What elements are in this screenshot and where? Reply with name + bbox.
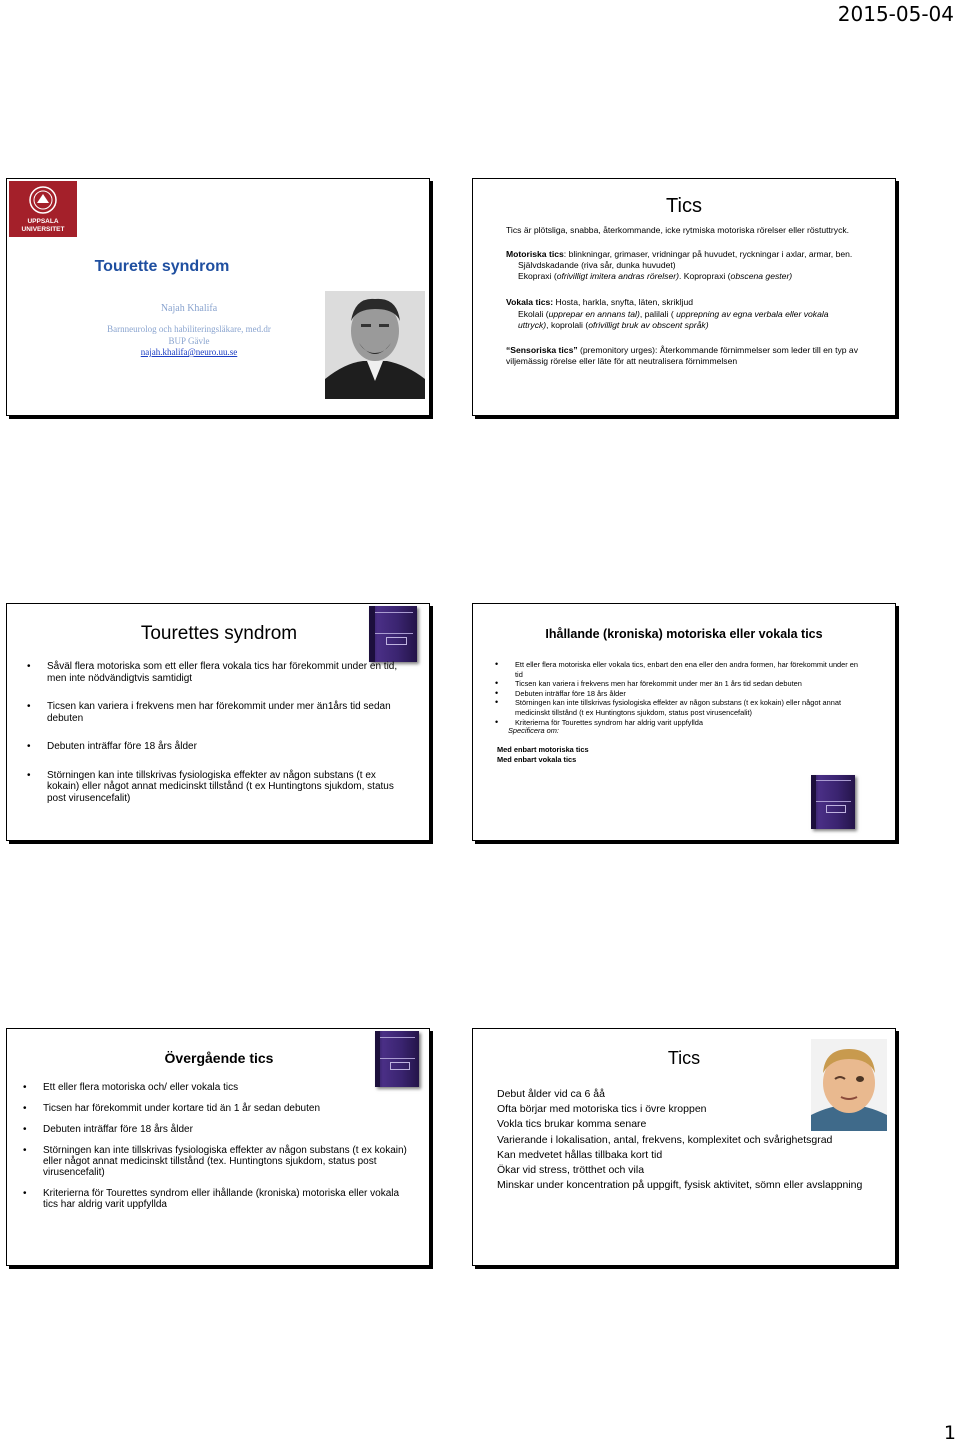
author-email-link[interactable]: najah.khalifa@neuro.uu.se xyxy=(140,347,238,357)
dsm5-book-image xyxy=(375,1031,419,1087)
author-org: BUP Gävle xyxy=(168,336,210,346)
slide-title-chronic: Ihållande (kroniska) motoriska eller vokala tics xyxy=(545,627,823,641)
slide-title xyxy=(6,178,430,416)
dsm5-book-image xyxy=(811,775,855,829)
ekolali-e: , koprolali ( xyxy=(546,320,589,330)
specifier-motor: Med enbart motoriska tics xyxy=(497,745,589,754)
chronic-item: • Störningen kan inte tillskrivas fysiologiska effekter av någon substans (t ex kokain) eller något annat medicinskt tillstånd (t ex Huntingtons sjukdom, status post virusencefalit) xyxy=(495,698,865,717)
self-harm-line: Självdskadande (riva sår, dunka huvudet) xyxy=(518,260,676,270)
title-slide-heading: Tourette syndrom xyxy=(94,258,230,275)
transient-item: • Störningen kan inte tillskrivas fysiologiska effekter av någon substans (t ex kokain) eller något annat medicinskt tillstånd (tex. Huntingtons sjukdom, status post virusencefalit) xyxy=(23,1145,413,1178)
tics-fact: Debut ålder vid ca 6 åå xyxy=(497,1088,605,1100)
ekolali-line xyxy=(518,309,858,331)
criteria-item: • Störningen kan inte tillskrivas fysiologiska effekter av någon substans (t ex kokain) eller något annat medicinskt tillstånd (t ex Huntingtons sjukdom, status post virusencefalit) xyxy=(27,770,407,805)
tics-fact: Vokla tics brukar komma senare xyxy=(497,1118,647,1131)
author-role: Barnneurolog och habiliteringsläkare, med.dr xyxy=(107,324,271,334)
transient-item: • Ett eller flera motoriska och/ eller vokala tics xyxy=(23,1082,413,1093)
ekolali-b: upprepar en annans tal) xyxy=(548,309,640,319)
ekolali-d: upprepning av egna verbala eller vokala uttryck) xyxy=(518,309,829,330)
ekopraxi-a: Ekopraxi ( xyxy=(518,271,557,281)
handout-date: 2015-05-04 xyxy=(837,2,954,26)
motor-tics-line xyxy=(506,249,852,259)
criteria-item: • Ticsen kan variera i frekvens men har förekommit under mer än1års tid sedan debuten xyxy=(27,701,407,724)
vocal-tics-line xyxy=(506,297,693,307)
sensory-tics-text: (premonitory urges): Återkommande förnimmelser som leder till en typ av viljemässig rörelse eller läte för att neutralisera förnimmelsen xyxy=(506,345,859,366)
chronic-item: • Ticsen kan variera i frekvens men har förekommit under mer än 1 års tid sedan debuten xyxy=(495,679,865,689)
tics-intro: Tics är plötsliga, snabba, återkommande, icke rytmiska motoriska rörelser eller röstuttryck. xyxy=(506,225,850,235)
portrait-photo xyxy=(325,291,425,399)
transient-item: • Kriterierna för Tourettes syndrom eller ihållande (kroniska) motoriska eller vokala tics har aldrig varit uppfyllda xyxy=(23,1188,413,1210)
transient-item: • Ticsen har förekommit under kortare tid än 1 år sedan debuten xyxy=(23,1103,413,1114)
chronic-item: • Ett eller flera motoriska eller vokala tics, enbart den ena eller den andra formen, har förekommit under en tid xyxy=(495,660,865,679)
vocal-tics-text: Hosta, harkla, snyfta, läten, skrikljud xyxy=(553,297,694,307)
transient-criteria-list xyxy=(23,1082,413,1210)
specify-label: Specificera om: xyxy=(508,726,559,735)
ekolali-c: , palilali ( xyxy=(639,309,677,319)
criteria-item: • Debuten inträffar före 18 års ålder xyxy=(27,741,407,753)
university-logo xyxy=(9,181,77,237)
ekolali-f: ofrivilligt bruk av obscent språk) xyxy=(588,320,709,330)
slide-title-tics-facts: Tics xyxy=(667,1048,701,1068)
sensory-tics-line: “Sensoriska tics” (premonitory urges): Återkommande förnimmelser som leder till en typ av viljemässig rörelse eller läte för att neutralisera förnimmelsen xyxy=(506,345,859,366)
sensory-tics-label: Sensoriska tics xyxy=(510,345,574,355)
logo-text: UPPSALA UNIVERSITET xyxy=(21,218,65,233)
tics-fact: Minskar under koncentration på uppgift, fysisk aktivitet, sömn eller avslappning xyxy=(497,1179,863,1192)
motor-tics-label: Motoriska tics xyxy=(506,249,564,259)
page-number: 1 xyxy=(943,1422,956,1444)
chronic-item: • Debuten inträffar före 18 års ålder xyxy=(495,689,865,699)
vocal-tics-label: Vokala tics: xyxy=(506,297,554,307)
ekopraxi-c: . Kopropraxi ( xyxy=(678,271,731,281)
slide-tics-definitions xyxy=(472,178,896,416)
slide-title-tourettes: Tourettes syndrom xyxy=(140,623,298,644)
slide-title-transient: Övergående tics xyxy=(164,1050,274,1066)
specifier-vocal: Med enbart vokala tics xyxy=(497,755,577,764)
ekopraxi-d: obscena gester) xyxy=(730,271,793,281)
chronic-item: • Kriterierna för Tourettes syndrom har aldrig varit uppfyllda xyxy=(495,718,865,728)
transient-item: • Debuten inträffar före 18 års ålder xyxy=(23,1124,413,1135)
motor-tics-text: : blinkningar, grimaser, vridningar på huvudet, ryckningar i axlar, armar, ben. xyxy=(563,249,853,259)
dsm5-book-image xyxy=(369,606,417,662)
seal-icon xyxy=(28,185,58,215)
slide-transient-tics xyxy=(6,1028,430,1266)
slide-tourettes-criteria xyxy=(6,603,430,841)
slide-chronic-tics xyxy=(472,603,896,841)
tourettes-criteria-list xyxy=(27,661,407,804)
criteria-item: • Såväl flera motoriska som ett eller flera vokala tics har förekommit under en tid, men inte nödvändigtvis samtidigt xyxy=(27,661,407,684)
ekopraxi-line xyxy=(518,271,792,281)
tics-facts-list xyxy=(497,1087,887,1193)
author-name: Najah Khalifa xyxy=(160,303,218,314)
tics-fact: Varierande i lokalisation, antal, frekvens, komplexitet och svårighetsgrad xyxy=(497,1133,833,1146)
tics-fact: Ökar vid stress, trötthet och vila xyxy=(497,1164,645,1177)
ekolali-a: Ekolali ( xyxy=(518,309,549,319)
slide-tics-characteristics xyxy=(472,1028,896,1266)
tics-fact: Kan medvetet hållas tillbaka kort tid xyxy=(497,1148,663,1161)
slide-title-tics: Tics xyxy=(666,195,702,217)
ekopraxi-b: ofrivilligt imitera andras rörelser) xyxy=(556,271,679,281)
chronic-criteria-list xyxy=(495,660,865,727)
tics-fact: Ofta börjar med motoriska tics i övre kroppen xyxy=(497,1103,707,1116)
